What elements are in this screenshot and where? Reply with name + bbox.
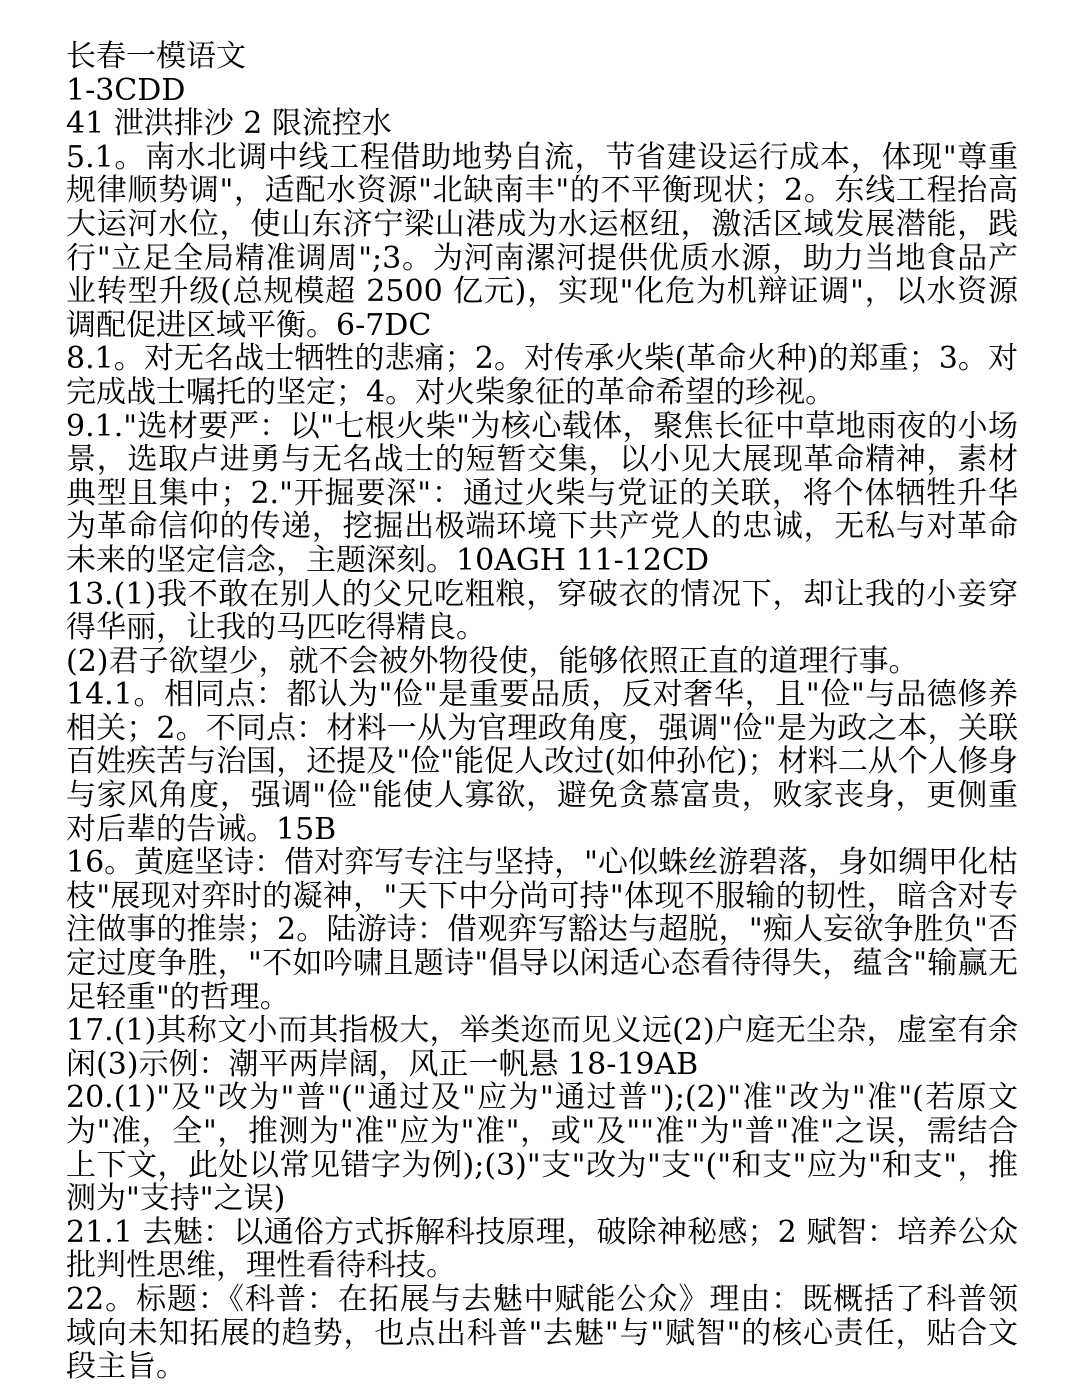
answer-22: 22。标题：《科普：在拓展与去魅中赋能公众》理由：既概括了科普领域向未知拓展的趋势，也点出科普"去魅"与"赋智"的核心责任，贴合文段主旨。 bbox=[66, 1281, 1018, 1385]
answer-14-15: 14.1。相同点：都认为"俭"是重要品质，反对奢华，且"俭"与品德修养相关；2。不同点：材料一从为官理政角度，强调"俭"是为政之本，关联百姓疾苦与治国，还提及"俭"能促人改过(如仲孙佗)；材料二从个人修身与家风角度，强调"俭"能使人寡欲，避免贪慕富贵，败家丧身，更侧重对后辈的告诫。15B bbox=[66, 677, 1018, 847]
document-title: 长春一模语文 bbox=[66, 39, 246, 74]
answer-13-2: (2)君子欲望少，就不会被外物役使，能够依照正直的道理行事。 bbox=[66, 643, 919, 679]
answer-4: 41 泄洪排沙 2 限流控水 bbox=[66, 106, 392, 142]
answer-9-12: 9.1."选材要严：以"七根火柴"为核心载体，聚焦长征中草地雨夜的小场景，选取卢进勇与无名战士的短暂交集，以小见大展现革命精神，素材典型且集中；2."开掘要深"：通过火柴与党证的关联，将个体牺牲升华为革命信仰的传递，挖掘出极端环境下共产党人的忠诚，无私与对革命未来的坚定信念，主题深刻。10AGH 11-12CD bbox=[66, 408, 1018, 578]
answer-17-19: 17.(1)其称文小而其指极大，举类迩而见义远(2)户庭无尘杂，虚室有余闲(3)示例：潮平两岸阔，风正一帆悬 18-19AB bbox=[66, 1013, 1018, 1082]
answer-21: 21.1 去魅：以通俗方式拆解科技原理，破除神秘感；2 赋智：培养公众批判性思维，理性看待科技。 bbox=[66, 1214, 1018, 1284]
answer-document bbox=[66, 40, 1018, 1384]
answer-1-3: 1-3CDD bbox=[66, 72, 186, 108]
answer-5-7: 5.1。南水北调中线工程借助地势自流，节省建设运行成本，体现"尊重规律顺势调"，适配水资源"北缺南丰"的不平衡现状；2。东线工程抬高大运河水位，使山东济宁梁山港成为水运枢纽，激活区域发展潜能，践行"立足全局精准调周";3。为河南漯河提供优质水源，助力当地食品产业转型升级(总规模超 2500 亿元)，实现"化危为机辩证调"，以水资源调配促进区域平衡。6-7DC bbox=[66, 139, 1018, 343]
answer-13-1: 13.(1)我不敢在别人的父兄吃粗粮，穿破衣的情况下，却让我的小妾穿得华丽，让我的马匹吃得精良。 bbox=[66, 576, 1018, 646]
answer-8: 8.1。对无名战士牺牲的悲痛；2。对传承火柴(革命火种)的郑重；3。对完成战士嘱托的坚定；4。对火柴象征的革命希望的珍视。 bbox=[66, 341, 1018, 410]
answer-20: 20.(1)"及"改为"普"("通过及"应为"通过普");(2)"准"改为"准"(若原文为"准，全"，推测为"准"应为"准"，或"及""准"为"普"准"之误，需结合上下文，此处以常见错字为例);(3)"支"改为"支"("和支"应为"和支"，推测为"支持"之误) bbox=[66, 1080, 1018, 1217]
answer-16: 16。黄庭坚诗：借对弈写专注与坚持，"心似蛛丝游碧落，身如绸甲化枯枝"展现对弈时的凝神，"天下中分尚可持"体现不服输的韧性，暗含对专注做事的推崇；2。陆游诗：借观弈写豁达与超脱，"痴人妄欲争胜负"否定过度争胜，"不如吟啸且题诗"倡导以闲适心态看待得失，蕴含"输赢无足轻重"的哲理。 bbox=[66, 845, 1018, 1015]
